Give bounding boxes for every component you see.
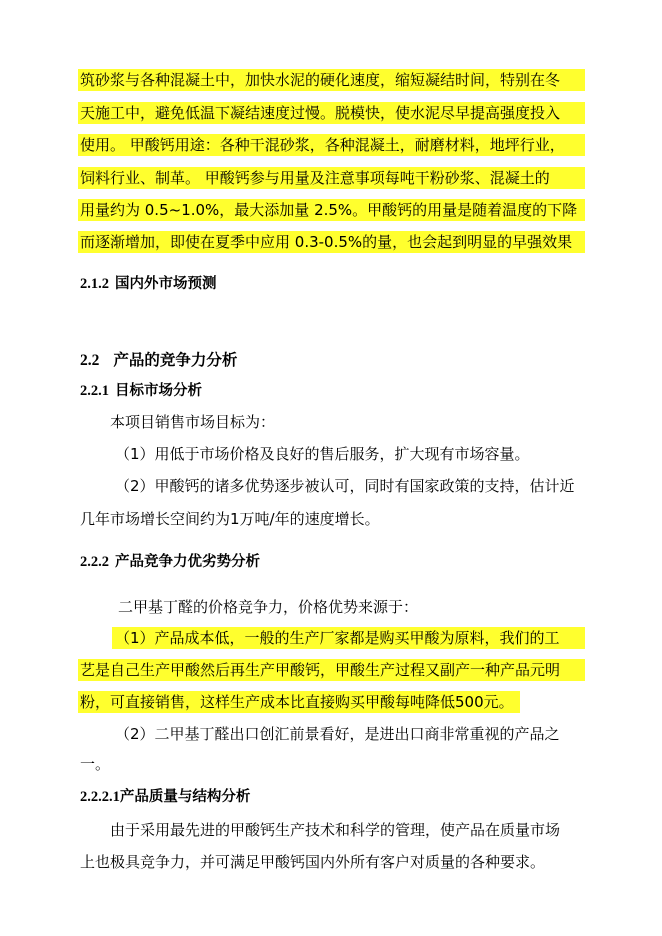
section-heading-2-2-2 xyxy=(80,552,260,572)
section-number: 2.2.2 xyxy=(80,554,109,570)
usage-line: 使用。 甲酸钙用途：各种干混砂浆，各种混凝土，耐磨材料，地坪行业， xyxy=(80,136,565,154)
section-heading-2-2-2-1 xyxy=(80,787,250,807)
competitive-intro: 二甲基丁醛的价格竞争力，价格优势来源于： xyxy=(118,598,419,616)
section-title: 国内外市场预测 xyxy=(115,275,217,292)
target-item-2: （2）甲酸钙的诸多优势逐步被认可，同时有国家政策的支持，估计近 xyxy=(115,477,575,495)
section-title: 目标市场分析 xyxy=(115,382,202,399)
section-number: 2.2.1 xyxy=(80,383,109,399)
competitive-item-1-cont: 粉，可直接销售，这样生产成本比直接购买甲酸每吨降低500元。 xyxy=(80,693,514,711)
section-heading-2-1-2 xyxy=(80,274,217,294)
section-heading-2-2 xyxy=(80,350,237,371)
usage-line: 天施工中，避免低温下凝结速度过慢。脱模快，使水泥尽早提高强度投入 xyxy=(80,104,561,122)
competitive-item-1-cont: 艺是自己生产甲酸然后再生产甲酸钙，甲酸生产过程又副产一种产品元明 xyxy=(80,661,561,679)
section-title: 产品竞争力优劣势分析 xyxy=(115,553,260,570)
section-heading-2-2-1 xyxy=(80,381,202,401)
competitive-item-2: （2）二甲基丁醛出口创汇前景看好，是进出口商非常重视的产品之 xyxy=(115,725,560,743)
usage-line: 用量约为 0.5~1.0%，最大添加量 2.5%。甲酸钙的用量是随着温度的下降 xyxy=(80,201,578,219)
target-item-2-cont: 几年市场增长空间约为1万吨/年的速度增长。 xyxy=(80,510,380,528)
target-item-1: （1）用低于市场价格及良好的售后服务，扩大现有市场容量。 xyxy=(115,445,530,463)
quality-line: 由于采用最先进的甲酸钙生产技术和科学的管理，使产品在质量市场 xyxy=(110,821,561,839)
competitive-item-1: （1）产品成本低，一般的生产厂家都是购买甲酸为原料，我们的工 xyxy=(115,629,560,647)
section-title: 产品质量与结构分析 xyxy=(119,788,251,805)
usage-line: 饲料行业、制革。 甲酸钙参与用量及注意事项每吨干粉砂浆、混凝土的 xyxy=(80,169,550,187)
section-number: 2.2 xyxy=(80,352,100,369)
usage-line: 而逐渐增加，即使在夏季中应用 0.3-0.5%的量，也会起到明显的早强效果 xyxy=(80,233,573,251)
section-number: 2.2.2.1 xyxy=(80,789,120,805)
usage-line: 筑砂浆与各种混凝土中，加快水泥的硬化速度，缩短凝结时间，特别在冬 xyxy=(80,71,561,89)
section-number: 2.1.2 xyxy=(80,276,109,292)
competitive-item-2-cont: 一。 xyxy=(80,755,111,773)
section-title: 产品的竞争力分析 xyxy=(113,350,238,369)
quality-line: 上也极具竞争力，并可满足甲酸钙国内外所有客户对质量的各种要求。 xyxy=(80,853,546,871)
target-intro: 本项目销售市场目标为： xyxy=(110,413,276,431)
